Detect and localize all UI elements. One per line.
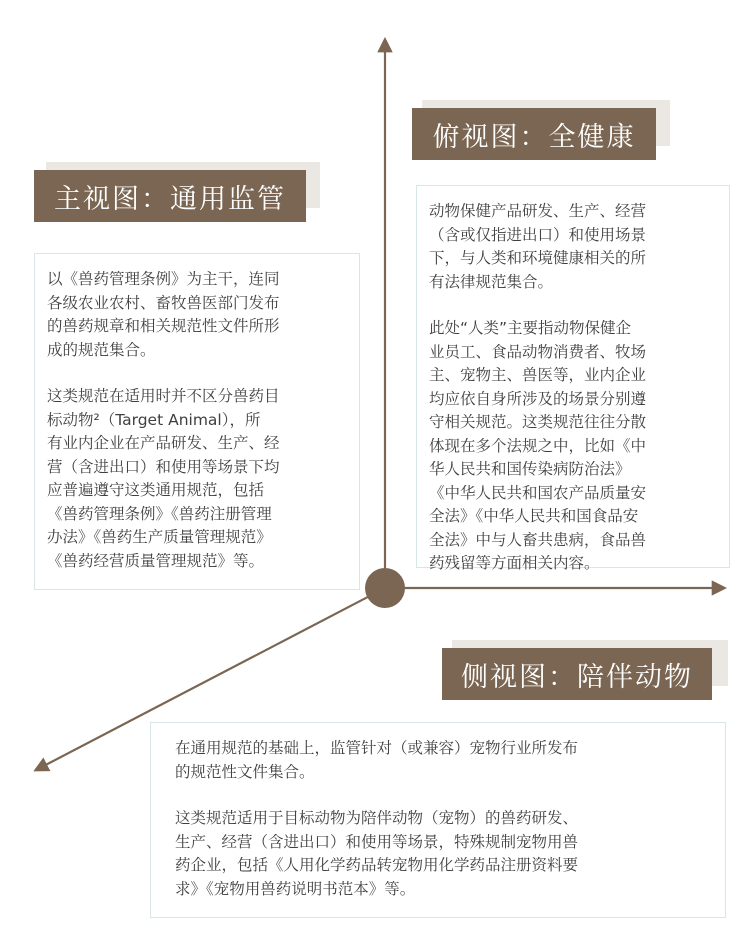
side-view-textbox (150, 722, 726, 918)
text-line: 业员工、食品动物消费者、牧场 (429, 342, 647, 361)
text-line: 营（含进出口）和使用等场景下均 (47, 457, 280, 476)
text-line: 此处“人类”主要指动物保健企 (429, 319, 632, 337)
text-line: 主、宠物主、兽医等，业内企业 (429, 366, 647, 384)
text-line: 动物保健产品研发、生产、经营 (429, 202, 647, 220)
front-view-title: 主视图：通用监管 (34, 170, 306, 222)
text-line: 《中华人民共和国农产品质量安 (429, 483, 647, 502)
top-view-title: 俯视图：全健康 (412, 108, 656, 160)
text-line: 均应依自身所涉及的场景分别遵 (429, 389, 647, 408)
text-line: 有法律规范集合。 (429, 272, 554, 291)
top-view-textbox (416, 185, 730, 572)
front-view-paragraph-1 (47, 268, 347, 362)
text-line: 药残留等方面相关内容。 (429, 554, 600, 572)
text-line: 全法》中与人畜共患病，食品兽 (429, 530, 647, 549)
text-line: 这类规范在适用时并不区分兽药目 (47, 387, 280, 405)
text-line: 体现在多个法规之中，比如《中 (429, 436, 647, 455)
text-line: 下，与人类和环境健康相关的所 (429, 249, 647, 267)
text-line: 标动物²（Target Animal），所 (47, 410, 261, 429)
text-line: 的兽药规章和相关规范性文件所形 (47, 317, 280, 335)
text-line: 各级农业农村、畜牧兽医部门发布 (47, 293, 280, 312)
text-line: 办法》《兽药生产质量管理规范》 (47, 528, 272, 546)
text-line: 守相关规范。这类规范往往分散 (429, 413, 647, 431)
text-line: 有业内企业在产品研发、生产、经 (47, 434, 280, 452)
text-line: 《兽药管理条例》《兽药注册管理 (47, 504, 272, 523)
front-view-paragraph-2 (47, 385, 347, 573)
text-line: 的规范性文件集合。 (175, 762, 315, 781)
text-line: 应普遍遵守这类通用规范，包括 (47, 481, 265, 499)
text-line: 华人民共和国传染病防治法》 (429, 460, 631, 478)
front-view-textbox (34, 253, 360, 590)
top-view-paragraph-2 (429, 317, 719, 576)
side-view-paragraph-2 (175, 807, 715, 901)
text-line: 这类规范适用于目标动物为陪伴动物（宠物）的兽药研发、 (175, 809, 579, 827)
text-line: 在通用规范的基础上，监管针对（或兼容）宠物行业所发布 (175, 739, 579, 757)
text-line: 药企业，包括《人用化学药品转宠物用化学药品注册资料要 (175, 856, 579, 874)
text-line: 成的规范集合。 (47, 340, 156, 359)
side-view-title: 侧视图：陪伴动物 (442, 648, 712, 700)
top-view-paragraph-1 (429, 200, 719, 294)
text-line: 生产、经营（含进出口）和使用等场景，特殊规制宠物用兽 (175, 832, 579, 851)
origin-node (365, 568, 405, 608)
text-line: 全法》《中华人民共和国食品安 (429, 507, 639, 525)
text-line: 《兽药经营质量管理规范》等。 (47, 551, 265, 570)
text-line: 以《兽药管理条例》为主干，连同 (47, 270, 280, 288)
side-view-paragraph-1 (175, 737, 715, 784)
text-line: （含或仅指进出口）和使用场景 (429, 225, 647, 244)
text-line: 求》《宠物用兽药说明书范本》等。 (175, 879, 416, 898)
